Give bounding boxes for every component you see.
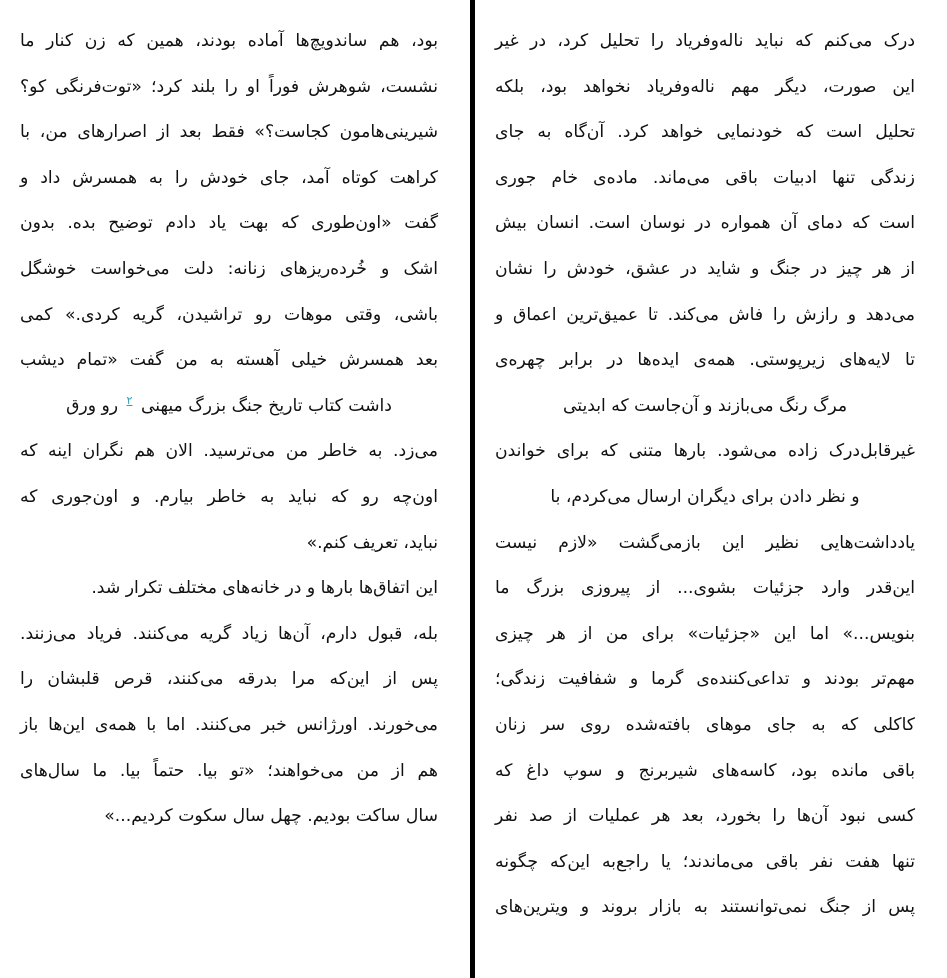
text-line: باشی، وقتی موهات رو تراشیدن، گریه کردی.» کمی: [20, 304, 438, 325]
text-line: این‌قدر وارد جزئیات بشوی... از پیروزی بزرگ ما: [495, 578, 915, 599]
text-line: زندگی تنها ادبیات باقی می‌ماند. ماده‌ی خام جوری: [495, 167, 915, 188]
left-page-text: [20, 19, 438, 840]
paragraph-line: این اتفاق‌ها بارها و در خانه‌های مختلف تکرار شد.: [91, 578, 438, 599]
right-page: [476, 0, 947, 978]
text-line: می‌زد. به خاطر من می‌ترسید. الان هم نگران اینه که: [20, 441, 438, 462]
footnote-link[interactable]: ٢: [126, 394, 133, 408]
text-line: درک می‌کنم که نباید ناله‌وفریاد را تحلیل کرد، در غیر: [495, 31, 915, 51]
text-line: مرگ رنگ می‌بازند و آن‌جاست که ابدیتی: [562, 395, 848, 416]
left-page: [0, 0, 470, 978]
text-line: مهم‌تر بودند و تداعی‌کننده‌ی گرما و شفافیت زندگی؛: [495, 669, 915, 690]
text-line: بود، هم ساندویچ‌ها آماده بودند، همین که زن کنار ما: [20, 31, 438, 51]
text-line: اشک و خُرده‌ریزهای زنانه: دلت می‌خواست خوشگل: [20, 258, 438, 279]
text-line: نباید، تعریف کنم.»: [306, 532, 438, 553]
text-line: بعد همسرش خیلی آهسته به من گفت «تمام دیشب: [20, 350, 438, 371]
text-line: کسی نبود آن‌ها را بخورد، بعد هر عملیات از صد نفر: [495, 806, 915, 827]
text-line: می‌دهد و رازش را فاش می‌کند. تا عمیق‌ترین اعماق و: [495, 304, 915, 325]
text-line: نشست، شوهرش فوراً او را بلند کرد؛ «توت‌فرنگی کو؟: [20, 76, 438, 97]
right-page-text: [495, 19, 915, 931]
text-line: سال ساکت بودیم. چهل سال سکوت کردیم...»: [104, 806, 438, 827]
text-fragment: داشت کتاب تاریخ جنگ بزرگ میهنی: [140, 395, 392, 416]
text-line: کاکلی که به جای موهای بافته‌شده روی سر زنان: [495, 714, 915, 735]
text-line: است که دمای آن همواره در نوسان است. انسان بیش: [495, 213, 915, 234]
text-line: هم از من می‌خواهند؛ «تو بیا. حتماً بیا. ما سال‌های: [20, 760, 438, 781]
text-line: اون‌چه رو که نباید به خاطر بیارم. و اون‌جوری که: [20, 486, 438, 507]
text-line: و نظر دادن برای دیگران ارسال می‌کردم، با: [550, 486, 860, 507]
text-line: شیرینی‌هامون کجاست؟» فقط بعد از اصرارهای من، با: [20, 122, 438, 143]
text-line: تا لایه‌های زیرپوستی. همه‌ی ایده‌ها در برابر چهره‌ی: [495, 350, 915, 371]
text-line: پس از جنگ نمی‌توانستند به بازار بروند و ویترین‌های: [495, 897, 915, 918]
text-line: بله، قبول دارم، آن‌ها زیاد گریه می‌کنند. فریاد می‌زنند.: [20, 623, 438, 644]
text-line: تحلیل است که خودنمایی خواهد کرد. آن‌گاه به جای: [495, 122, 915, 143]
text-line: غیرقابل‌درک زاده می‌شود. بارها متنی که برای خواندن: [495, 441, 915, 462]
page-divider: [470, 0, 475, 978]
text-line: گفت «اون‌طوری که بهت یاد دادم توضیح بده. بدون: [20, 213, 438, 234]
text-line: تنها هفت نفر باقی می‌ماندند؛ یا راجع‌به این‌که چگونه: [495, 851, 915, 872]
text-line: می‌خورند. اورژانس خبر می‌کنند. اما با همه‌ی این‌ها باز: [20, 714, 438, 735]
text-line-with-footnote: [20, 384, 438, 430]
text-line: این صورت، دیگر مهم ناله‌وفریاد نخواهد بود، بلکه: [495, 76, 915, 97]
text-line: باقی مانده بود، کاسه‌های شیربرنج و سوپ داغ که: [495, 760, 915, 781]
text-line: یادداشت‌هایی نظیر این بازمی‌گشت «لازم نیست: [495, 532, 915, 553]
text-line: کراهت کوتاه آمد، جای خودش را به همسرش داد و: [20, 167, 438, 188]
text-line: از هر چیز در جنگ و شاید در عشق، خودش را نشان: [495, 258, 915, 279]
text-line: بنویس...» اما این «جزئیات» برای من از هر چیزی: [495, 623, 915, 644]
text-line: پس از این‌که مرا بدرقه می‌کنند، قرص قلبشان را: [20, 669, 438, 690]
text-fragment: رو ورق: [66, 395, 119, 416]
